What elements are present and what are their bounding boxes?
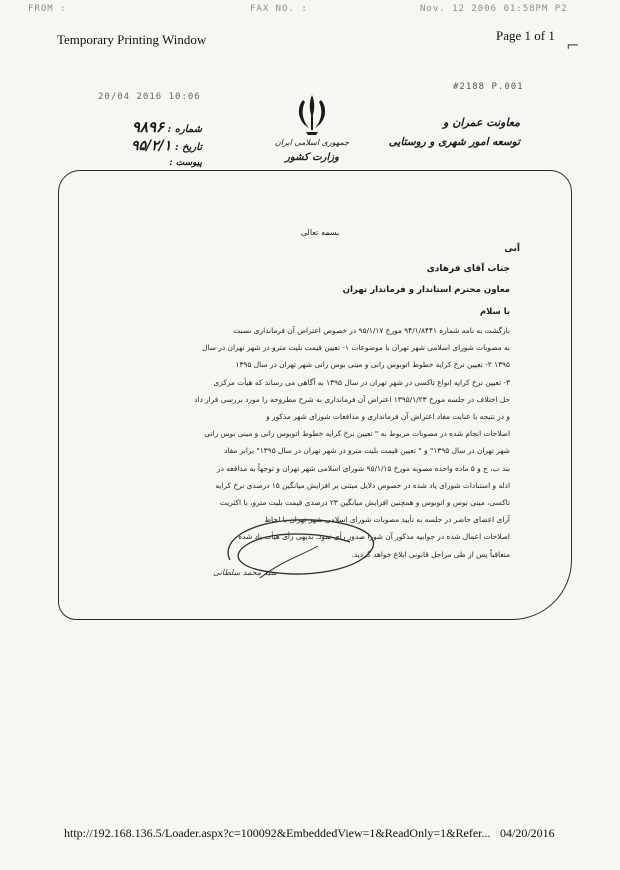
body-line: ۱۳۹۵ ۲- تعیین نرخ کرایه خطوط اتوبوس رانی و مینی بوس رانی شهر تهران در سال ۱۳۹۵ <box>235 360 510 370</box>
recipient-title: معاون محترم استاندار و فرماندار تهران <box>342 285 510 295</box>
number-label: شماره : <box>167 124 202 135</box>
body-line: بازگشت به نامه شماره ۹۴/۱/۸۴۴۱ مورخ ۹۵/۱/۱۷ در خصوص اعتراض آن فرمانداری نسبت <box>233 326 510 335</box>
body-line: ۳- تعیین نرخ کرایه انواع تاکسی در شهر تهران در سال ۱۳۹۵ به آگاهی می رساند که هیأت مرکزی <box>213 377 510 387</box>
attachment-label: پیوست : <box>169 158 202 168</box>
footer-url: http://192.168.136.5/Loader.aspx?c=100092&EmbeddedView=1&ReadOnly=1&Refer... <box>64 826 491 840</box>
fax-from-header: FROM : <box>28 4 67 14</box>
letterhead-country: جمهوری اسلامی ایران <box>274 138 350 147</box>
body-line: ادله و استنادات شورای یاد شده در خصوص دلایل مبتنی بر افزایش میانگین ۱۵ درصدی نرخ کرایه <box>215 480 510 490</box>
urgent-label: آنی <box>504 244 520 254</box>
body-line: تاکسی، مینی بوس و اتوبوس و همچنین افزایش میانگین ۲۳ درصدی قیمت بلیت مترو، با اکثریت <box>219 498 510 508</box>
body-line: بند ب، ج و ۵ ماده واحده مصوبه مورخ ۹۵/۱/۱۵ شورای اسلامی شهر تهران و توجهاً به مدافعه در <box>217 463 510 473</box>
date-value: ۹۵/۲/۱ <box>131 138 172 154</box>
body-line: به مصوبات شورای اسلامی شهر تهران با موضوعات ۱- تعیین قیمت بلیت مترو در شهر تهران در سال <box>202 343 510 353</box>
invocation: بسمه تعالی <box>300 228 340 237</box>
footer-date: 04/20/2016 <box>500 826 555 840</box>
deputy-title-line2: توسعه امور شهری و روستایی <box>388 136 520 148</box>
fax-number-header: FAX NO. : <box>250 4 308 14</box>
greeting: با سلام <box>480 306 510 316</box>
body-line: متعاقباً پس از طی مراحل قانونی ابلاغ خواهد گردید. <box>351 549 510 559</box>
salutation: جناب آقای فرهادی <box>426 264 510 274</box>
iran-emblem-icon <box>292 92 332 136</box>
body-line: آرای اعضای حاضر در جلسه به تأیید مصوبات شورای اسلامی شهر تهران با لحاظ <box>264 515 510 525</box>
print-window-title: Temporary Printing Window <box>57 32 207 47</box>
body-line: اصلاحات انجام شده در مصوبات مربوط به " تعیین نرخ کرایه خطوط اتوبوس رانی و مینی بوس رانی <box>204 429 510 439</box>
date-label: تاریخ : <box>174 142 202 153</box>
deputy-title-line1: معاونت عمران و <box>443 116 520 129</box>
signature-name: سید محمد سلطانی <box>213 568 277 577</box>
fax-page-number: #2188 P.001 <box>453 82 524 92</box>
letterhead-ministry: وزارت کشور <box>285 152 339 163</box>
number-value: ۹۸۹۶ <box>131 118 165 136</box>
body-line: حل اختلاف در جلسه مورخ ۱۳۹۵/۱/۲۳ اعتراض آن فرمانداری به شرح مطروحه را مورد بررسی قرار داد <box>194 394 510 404</box>
fax-datetime-header: Nov. 12 2006 01:58PM P2 <box>420 4 568 14</box>
print-page-indicator: Page 1 of 1 <box>496 28 555 43</box>
fax-sent-timestamp: 20/04 2016 10:06 <box>98 92 201 102</box>
letter-meta-block <box>112 118 202 178</box>
body-line: اصلاحات اعمال شده در جوابیه مذکور آن شورا صدور رأی نمود. بدیهی رأی هیأت یاد شده <box>238 532 510 542</box>
body-line: و در نتیجه با عنایت مفاد اعتراض آن فرمانداری و مدافعات شورای شهر مذکور و <box>266 412 510 422</box>
staple-mark-icon: ⌐ <box>566 36 580 55</box>
body-line: شهر تهران در سال ۱۳۹۵" و " تعیین قیمت بلیت مترو در شهر تهران در سال ۱۳۹۵" برابر مفاد <box>224 446 510 456</box>
